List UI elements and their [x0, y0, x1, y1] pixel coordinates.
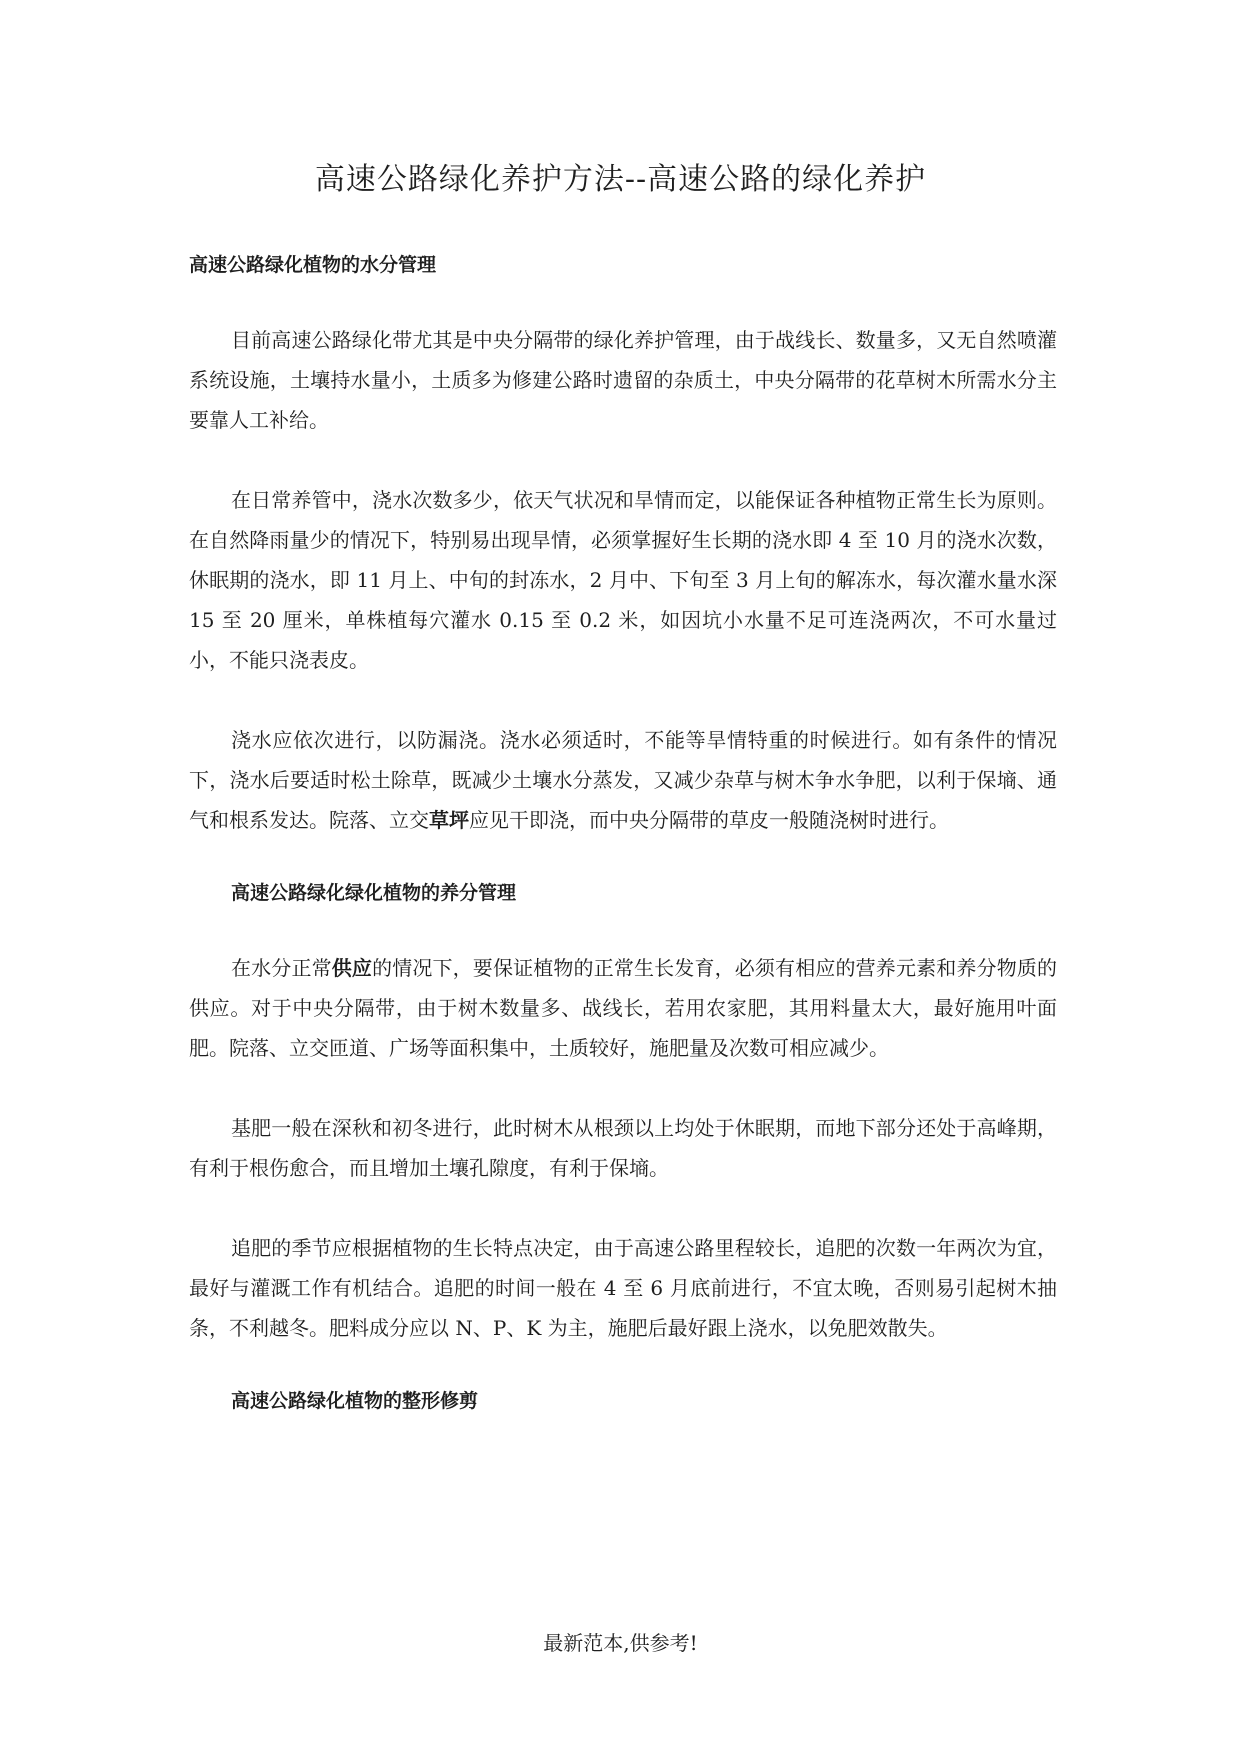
paragraph-text: 在水分正常 [231, 956, 332, 980]
paragraph-nutrient-2: 基肥一般在深秋和初冬进行，此时树木从根颈以上均处于休眠期，而地下部分还处于高峰期，有利于根伤愈合，而且增加土壤孔隙度，有利于保墒。 [189, 1116, 1057, 1180]
section-heading-nutrient: 高速公路绿化绿化植物的养分管理 [231, 882, 517, 904]
paragraph-text: 应见干即浇，而中央分隔带的草皮一般随浇树时进行。 [469, 808, 949, 832]
page-title: 高速公路绿化养护方法--高速公路的绿化养护 [314, 162, 927, 197]
paragraph-water-1: 目前高速公路绿化带尤其是中央分隔带的绿化养护管理，由于战线长、数量多，又无自然喷灌系统设施，土壤持水量小，土质多为修建公路时遗留的杂质土，中央分隔带的花草树木所需水分主要靠人工补给。 [189, 328, 1057, 432]
section-heading-pruning: 高速公路绿化植物的整形修剪 [231, 1390, 479, 1412]
keyword-lawn: 草坪 [429, 808, 469, 832]
page-footer: 最新范本,供参考! [543, 1631, 698, 1655]
paragraph-water-3 [189, 720, 1057, 840]
keyword-supply: 供应 [331, 956, 373, 980]
paragraph-water-2: 在日常养管中，浇水次数多少，依天气状况和旱情而定，以能保证各种植物正常生长为原则。在自然降雨量少的情况下，特别易出现旱情，必须掌握好生长期的浇水即 4 至 10 月的浇水次数，休眠期的浇水，即 11 月上、中旬的封冻水，2 月中、下旬至 3 月上旬的解冻水，每次灌水量水深 15 至 20 厘米，单株植每穴灌水 0.15 至 0.2 米，如因坑小水量不足可连浇两次，不可水量过小，不能只浇表皮。 [189, 488, 1057, 672]
paragraph-text: 的情况下，要保证植物的正常生长发育，必须有相应的营养元素和养分物质的供应。对于中央分隔带，由于树木数量多、战线长，若用农家肥，其用料量太大，最好施用叶面肥。院落、立交匝道、广场等面积集中，土质较好，施肥量及次数可相应减少。 [189, 956, 1058, 1060]
paragraph-nutrient-1 [189, 948, 1057, 1068]
section-heading-water: 高速公路绿化植物的水分管理 [189, 254, 437, 276]
paragraph-text: 浇水应依次进行，以防漏浇。浇水必须适时，不能等旱情特重的时候进行。如有条件的情况下，浇水后要适时松土除草，既减少土壤水分蒸发，又减少杂草与树木争水争肥，以利于保墒、通气和根系发达。院落、立交 [189, 728, 1057, 832]
paragraph-nutrient-3: 追肥的季节应根据植物的生长特点决定，由于高速公路里程较长，追肥的次数一年两次为宜，最好与灌溉工作有机结合。追肥的时间一般在 4 至 6 月底前进行，不宜太晚，否则易引起树木抽条，不利越冬。肥料成分应以 N、P、K 为主，施肥后最好跟上浇水，以免肥效散失。 [189, 1236, 1057, 1340]
document-body [189, 252, 1057, 1414]
